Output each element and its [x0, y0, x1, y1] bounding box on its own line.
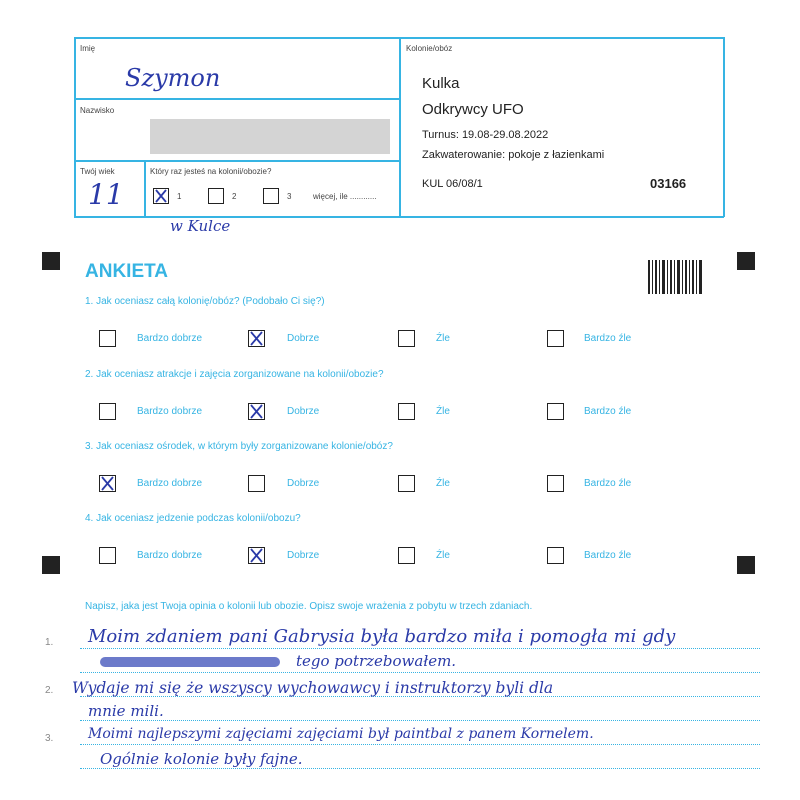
rating-option-label: Bardzo dobrze: [137, 333, 203, 344]
rating-checkbox[interactable]: [398, 330, 415, 347]
check-mark-icon: [100, 476, 115, 491]
answer-text: Wydaje mi się że wszyscy wychowawcy i instruktorzy byli dla: [72, 679, 554, 697]
rating-checkbox[interactable]: [547, 403, 564, 420]
rating-option-label: Źle: [436, 333, 450, 344]
survey-title: ANKIETA: [85, 261, 169, 282]
rating-checkbox[interactable]: [547, 475, 564, 492]
question-text: 2. Jak oceniasz atrakcje i zajęcia zorganizowane na kolonii/obozie?: [85, 369, 384, 380]
times-option-1: 1: [177, 192, 182, 201]
rating-option-label: Dobrze: [287, 406, 320, 417]
camp-code: KUL 06/08/1: [422, 178, 483, 190]
registration-marker: [42, 556, 60, 574]
rating-checkbox[interactable]: [99, 403, 116, 420]
answer-line: [80, 744, 760, 745]
answer-text: tego potrzebowałem.: [296, 652, 457, 670]
rating-checkbox[interactable]: [248, 330, 265, 347]
line-number: 1.: [45, 637, 54, 648]
rating-checkbox[interactable]: [398, 475, 415, 492]
times-checkbox-2[interactable]: [208, 188, 224, 204]
opinion-prompt: Napisz, jaka jest Twoja opinia o kolonii lub obozie. Opisz swoje wrażenia z pobytu w trzech zdaniach.: [85, 601, 533, 612]
rating-option-label: Bardzo dobrze: [137, 406, 203, 417]
rating-option-label: Dobrze: [287, 550, 320, 561]
times-checkbox-3[interactable]: [263, 188, 279, 204]
handwritten-name: Szymon: [125, 64, 221, 92]
rating-option-label: Bardzo źle: [584, 333, 632, 344]
rating-checkbox[interactable]: [547, 547, 564, 564]
rating-option-label: Źle: [436, 550, 450, 561]
redacted-surname: [150, 119, 390, 154]
scribbled-out-text: [100, 657, 280, 667]
line-number: 3.: [45, 733, 54, 744]
rating-option-label: Bardzo źle: [584, 550, 632, 561]
answer-text: mnie mili.: [88, 702, 164, 720]
rating-checkbox[interactable]: [99, 547, 116, 564]
rating-checkbox[interactable]: [248, 547, 265, 564]
answer-text: Ogólnie kolonie były fajne.: [100, 750, 303, 768]
rating-checkbox[interactable]: [248, 403, 265, 420]
line-number: 2.: [45, 685, 54, 696]
rating-checkbox[interactable]: [547, 330, 564, 347]
imie-label: Imię: [80, 44, 96, 53]
answer-text: Moimi najlepszymi zajęciami zajęciami był paintbal z panem Kornelem.: [88, 726, 594, 742]
handwritten-times-note: w Kulce: [170, 217, 231, 235]
question-text: 1. Jak oceniasz całą kolonię/obóz? (Podobało Ci się?): [85, 296, 325, 307]
times-checkbox-1[interactable]: [153, 188, 169, 204]
kolonie-label: Kolonie/obóz: [406, 44, 453, 53]
answer-line: [80, 672, 760, 673]
place-name: Kulka: [422, 75, 460, 92]
rating-option-label: Źle: [436, 406, 450, 417]
wiek-label: Twój wiek: [80, 167, 115, 176]
ktory-raz-label: Który raz jesteś na kolonii/obozie?: [150, 167, 272, 176]
question-text: 3. Jak oceniasz ośrodek, w którym były zorganizowane kolonie/obóz?: [85, 441, 393, 452]
times-option-2: 2: [232, 192, 237, 201]
rating-option-label: Źle: [436, 478, 450, 489]
registration-marker: [737, 556, 755, 574]
check-mark-icon: [249, 548, 264, 563]
times-option-3: 3: [287, 192, 292, 201]
question-text: 4. Jak oceniasz jedzenie podczas kolonii/obozu?: [85, 513, 301, 524]
check-mark-icon: [249, 331, 264, 346]
rating-option-label: Bardzo źle: [584, 478, 632, 489]
rating-option-label: Dobrze: [287, 333, 320, 344]
rating-option-label: Dobrze: [287, 478, 320, 489]
check-mark-icon: [249, 404, 264, 419]
rating-option-label: Bardzo dobrze: [137, 550, 203, 561]
rating-checkbox[interactable]: [99, 330, 116, 347]
answer-line: [80, 648, 760, 649]
answer-line: [80, 720, 760, 721]
answer-line: [80, 768, 760, 769]
turnus: Turnus: 19.08-29.08.2022: [422, 129, 549, 141]
answer-text: Moim zdaniem pani Gabrysia była bardzo miła i pomogła mi gdy: [88, 626, 676, 647]
registration-marker: [42, 252, 60, 270]
rating-checkbox[interactable]: [248, 475, 265, 492]
barcode-icon: [648, 260, 703, 294]
check-mark-icon: [154, 189, 168, 203]
form-number: 03166: [650, 176, 687, 191]
registration-marker: [737, 252, 755, 270]
rating-option-label: Bardzo dobrze: [137, 478, 203, 489]
rating-checkbox[interactable]: [398, 403, 415, 420]
nazwisko-label: Nazwisko: [80, 106, 115, 115]
wiecej-label: więcej, ile ............: [313, 192, 377, 201]
rating-checkbox[interactable]: [398, 547, 415, 564]
camp-name: Odkrywcy UFO: [422, 101, 524, 118]
rating-option-label: Bardzo źle: [584, 406, 632, 417]
rating-checkbox[interactable]: [99, 475, 116, 492]
zakwaterowanie: Zakwaterowanie: pokoje z łazienkami: [422, 149, 605, 161]
handwritten-age: 11: [88, 178, 124, 211]
